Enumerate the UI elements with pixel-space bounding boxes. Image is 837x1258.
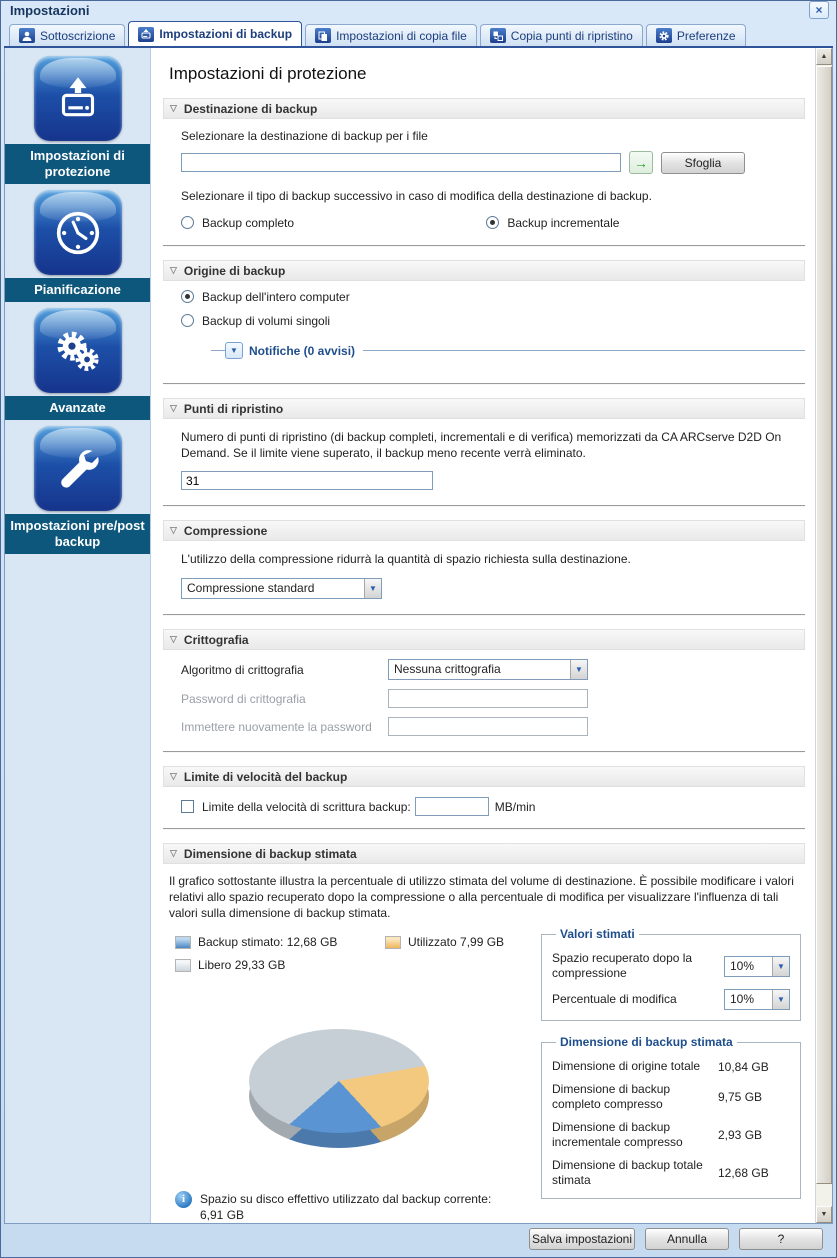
window-title: Impostazioni: [10, 2, 90, 18]
legend-item: [175, 958, 385, 972]
info-icon: i: [175, 1191, 192, 1208]
sidebar-item-avanzate[interactable]: Avanzate: [5, 396, 150, 420]
vertical-scrollbar[interactable]: [815, 48, 832, 1223]
section-title: Punti di ripristino: [183, 401, 284, 416]
encryption-algorithm-select[interactable]: [388, 659, 588, 680]
file-copy-icon: [315, 28, 331, 43]
disk-usage-note: Spazio su disco effettivo utilizzato dal backup corrente:: [200, 1192, 492, 1206]
protection-backup-icon[interactable]: [34, 56, 122, 141]
legend-item: [175, 935, 385, 949]
scrollbar-thumb[interactable]: [816, 66, 832, 1184]
encryption-algorithm-value: Nessuna crittografia: [394, 662, 501, 676]
prepost-wrench-icon[interactable]: [34, 426, 122, 511]
encryption-password-input[interactable]: [388, 689, 588, 708]
size-row-value: 2,93 GB: [718, 1128, 763, 1142]
restore-points-input[interactable]: [181, 471, 433, 490]
chevron-down-icon: ▼: [364, 579, 381, 598]
legend-label: Backup stimato: 12,68 GB: [198, 935, 338, 949]
disk-usage-value: 6,91 GB: [200, 1208, 245, 1222]
radio-volumi-singoli[interactable]: [181, 314, 194, 327]
chart-panel: [169, 925, 541, 1223]
compression-space-label: Spazio recuperato dopo la compressione: [552, 951, 693, 980]
collapse-triangle-icon: ▽: [170, 265, 177, 275]
size-row-label: Dimensione di backup completo compresso: [552, 1082, 671, 1111]
section-title: Crittografia: [183, 632, 249, 647]
estimated-values-title: Valori stimati: [560, 927, 635, 941]
radio-label: Backup dell'intero computer: [202, 290, 350, 304]
compression-space-value: 10%: [730, 958, 755, 973]
chevron-down-icon: ▼: [570, 660, 587, 679]
chevron-down-icon: ▼: [772, 957, 789, 976]
divider: [163, 614, 805, 616]
size-row-label: Dimensione di backup totale stimata: [552, 1158, 703, 1187]
go-arrow-icon[interactable]: →: [629, 151, 653, 174]
collapse-triangle-icon: ▽: [170, 403, 177, 413]
radio-label: Backup incrementale: [507, 216, 620, 230]
divider: [211, 350, 225, 351]
footer: [4, 1224, 833, 1254]
chart-legend: [175, 935, 545, 981]
tabbar: [4, 19, 833, 48]
notifications-label[interactable]: Notifiche (0 avvisi): [249, 343, 356, 358]
user-icon: [19, 28, 35, 43]
encryption-algorithm-label: Algoritmo di crittografia: [181, 662, 304, 677]
section-header-destinazione[interactable]: [163, 98, 805, 119]
section-title: Origine di backup: [183, 263, 286, 278]
radio-backup-incrementale[interactable]: [486, 216, 499, 229]
destination-type-label: Selezionare il tipo di backup successivo in caso di modifica della destinazione di backup.: [181, 189, 652, 203]
change-rate-label: Percentuale di modifica: [552, 992, 677, 1006]
backup-size-box: [541, 1035, 801, 1199]
divider: [363, 350, 805, 351]
section-title: Dimensione di backup stimata: [183, 846, 357, 861]
section-header-dimensione-stimata[interactable]: [163, 843, 805, 864]
legend-label: Utilizzato 7,99 GB: [408, 935, 505, 949]
size-row-value: 9,75 GB: [718, 1090, 763, 1104]
gear-icon: [656, 28, 672, 43]
notifications-toggle-icon[interactable]: ▼: [225, 342, 243, 359]
change-rate-select[interactable]: [724, 989, 790, 1010]
divider: [163, 828, 805, 830]
throttle-checkbox[interactable]: [181, 800, 194, 813]
section-title: Destinazione di backup: [183, 101, 318, 116]
sidebar: [5, 48, 151, 1223]
chevron-down-icon: ▼: [772, 990, 789, 1009]
collapse-triangle-icon: ▽: [170, 103, 177, 113]
destination-select-label: Selezionare la destinazione di backup per i file: [181, 129, 428, 143]
compression-select[interactable]: [181, 578, 382, 599]
tab-label: Impostazioni di copia file: [336, 28, 467, 43]
main-area: [4, 48, 833, 1224]
browse-button[interactable]: Sfoglia: [661, 152, 745, 174]
backup-size-title: Dimensione di backup stimata: [560, 1035, 733, 1049]
tab-impostazioni-di-backup[interactable]: [128, 21, 302, 46]
tab-impostazioni-di-copia-file[interactable]: [305, 24, 477, 46]
scroll-up-icon[interactable]: ▲: [816, 48, 832, 65]
section-header-compressione[interactable]: [163, 520, 805, 541]
throttle-label: Limite della velocità di scrittura backup:: [202, 799, 411, 814]
legend-label: Libero 29,33 GB: [198, 958, 286, 972]
legend-swatch-used: [385, 936, 401, 949]
divider: [163, 383, 805, 385]
tab-copia-punti-di-ripristino[interactable]: [480, 24, 643, 46]
tab-sottoscrizione[interactable]: [9, 24, 125, 46]
scroll-down-icon[interactable]: ▼: [816, 1206, 832, 1223]
encryption-password-label: Password di crittografia: [181, 691, 306, 706]
section-header-crittografia[interactable]: [163, 629, 805, 650]
page-title: Impostazioni di protezione: [169, 64, 367, 83]
size-row-label: Dimensione di origine totale: [552, 1059, 701, 1073]
estimate-description: Il grafico sottostante illustra la percentuale di utilizzo stimata del volume di destinazione. È possibile modificare i valori relativi allo spazio recuperato dopo la compressione o alla percentuale di modifica per visualizzare l'influenza di tali valori sulla dimensione di backup stimata.: [169, 874, 794, 920]
titlebar: [4, 1, 833, 19]
sidebar-item-pianificazione[interactable]: Pianificazione: [5, 278, 150, 302]
tab-label: Sottoscrizione: [40, 28, 116, 43]
recovery-copy-icon: [490, 28, 506, 43]
scrollbar-track[interactable]: [816, 65, 832, 1206]
compression-space-select[interactable]: [724, 956, 790, 977]
sidebar-item-protezione[interactable]: Impostazioni di protezione: [5, 144, 150, 184]
section-header-punti-ripristino[interactable]: [163, 398, 805, 419]
sidebar-item-pre-post-backup[interactable]: Impostazioni pre/post backup: [5, 514, 150, 554]
radio-label: Backup di volumi singoli: [202, 314, 331, 328]
legend-item: [385, 935, 535, 949]
divider: [163, 245, 805, 247]
change-rate-value: 10%: [730, 992, 755, 1006]
collapse-triangle-icon: ▽: [170, 771, 177, 781]
section-header-origine[interactable]: [163, 260, 805, 281]
section-header-limite-velocita[interactable]: [163, 766, 805, 787]
tab-label: Copia punti di ripristino: [510, 28, 633, 43]
size-row-value: 10,84 GB: [718, 1059, 769, 1074]
cancel-button[interactable]: Annulla: [645, 1228, 729, 1250]
size-row-value: 12,68 GB: [718, 1166, 769, 1180]
legend-swatch-free: [175, 959, 191, 972]
legend-swatch-backup: [175, 936, 191, 949]
collapse-triangle-icon: ▽: [170, 634, 177, 644]
radio-intero-computer[interactable]: [181, 290, 194, 303]
advanced-gears-icon[interactable]: [34, 308, 122, 393]
collapse-triangle-icon: ▽: [170, 525, 177, 535]
collapse-triangle-icon: ▽: [170, 848, 177, 858]
radio-label: Backup completo: [202, 216, 295, 230]
throttle-unit-label: MB/min: [494, 799, 536, 814]
compression-description: L'utilizzo della compressione ridurrà la quantità di spazio richiesta sulla destinazione.: [181, 552, 631, 566]
schedule-clock-icon[interactable]: [34, 190, 122, 275]
throttle-speed-input[interactable]: [415, 797, 489, 816]
backup-drive-icon: [138, 27, 154, 42]
radio-backup-completo[interactable]: [181, 216, 194, 229]
encryption-confirm-label: Immettere nuovamente la password: [181, 719, 372, 734]
encryption-confirm-input[interactable]: [388, 717, 588, 736]
content: [151, 48, 815, 1223]
divider: [163, 505, 805, 507]
size-row-label: Dimensione di backup incrementale compresso: [552, 1120, 683, 1149]
estimate-pie-chart: [249, 1029, 429, 1165]
estimated-values-box: [541, 927, 801, 1021]
pie-top: [249, 1029, 429, 1133]
compression-selected-value: Compressione standard: [187, 581, 315, 595]
close-icon[interactable]: ×: [809, 1, 829, 19]
section-title: Compressione: [183, 523, 268, 538]
tab-label: Preferenze: [676, 28, 736, 43]
help-button[interactable]: ?: [739, 1228, 823, 1250]
save-settings-button[interactable]: Salva impostazioni: [529, 1228, 635, 1250]
backup-destination-input[interactable]: [181, 153, 621, 172]
tab-preferenze[interactable]: [646, 24, 746, 46]
restore-points-description: Numero di punti di ripristino (di backup completi, incrementali e di verifica) memorizzati da CA ARCserve D2D On Demand. Se il limite viene superato, il backup meno recente verrà eliminato.: [181, 430, 782, 460]
tab-label: Impostazioni di backup: [159, 27, 293, 41]
divider: [163, 751, 805, 753]
section-title: Limite di velocità del backup: [183, 769, 348, 784]
